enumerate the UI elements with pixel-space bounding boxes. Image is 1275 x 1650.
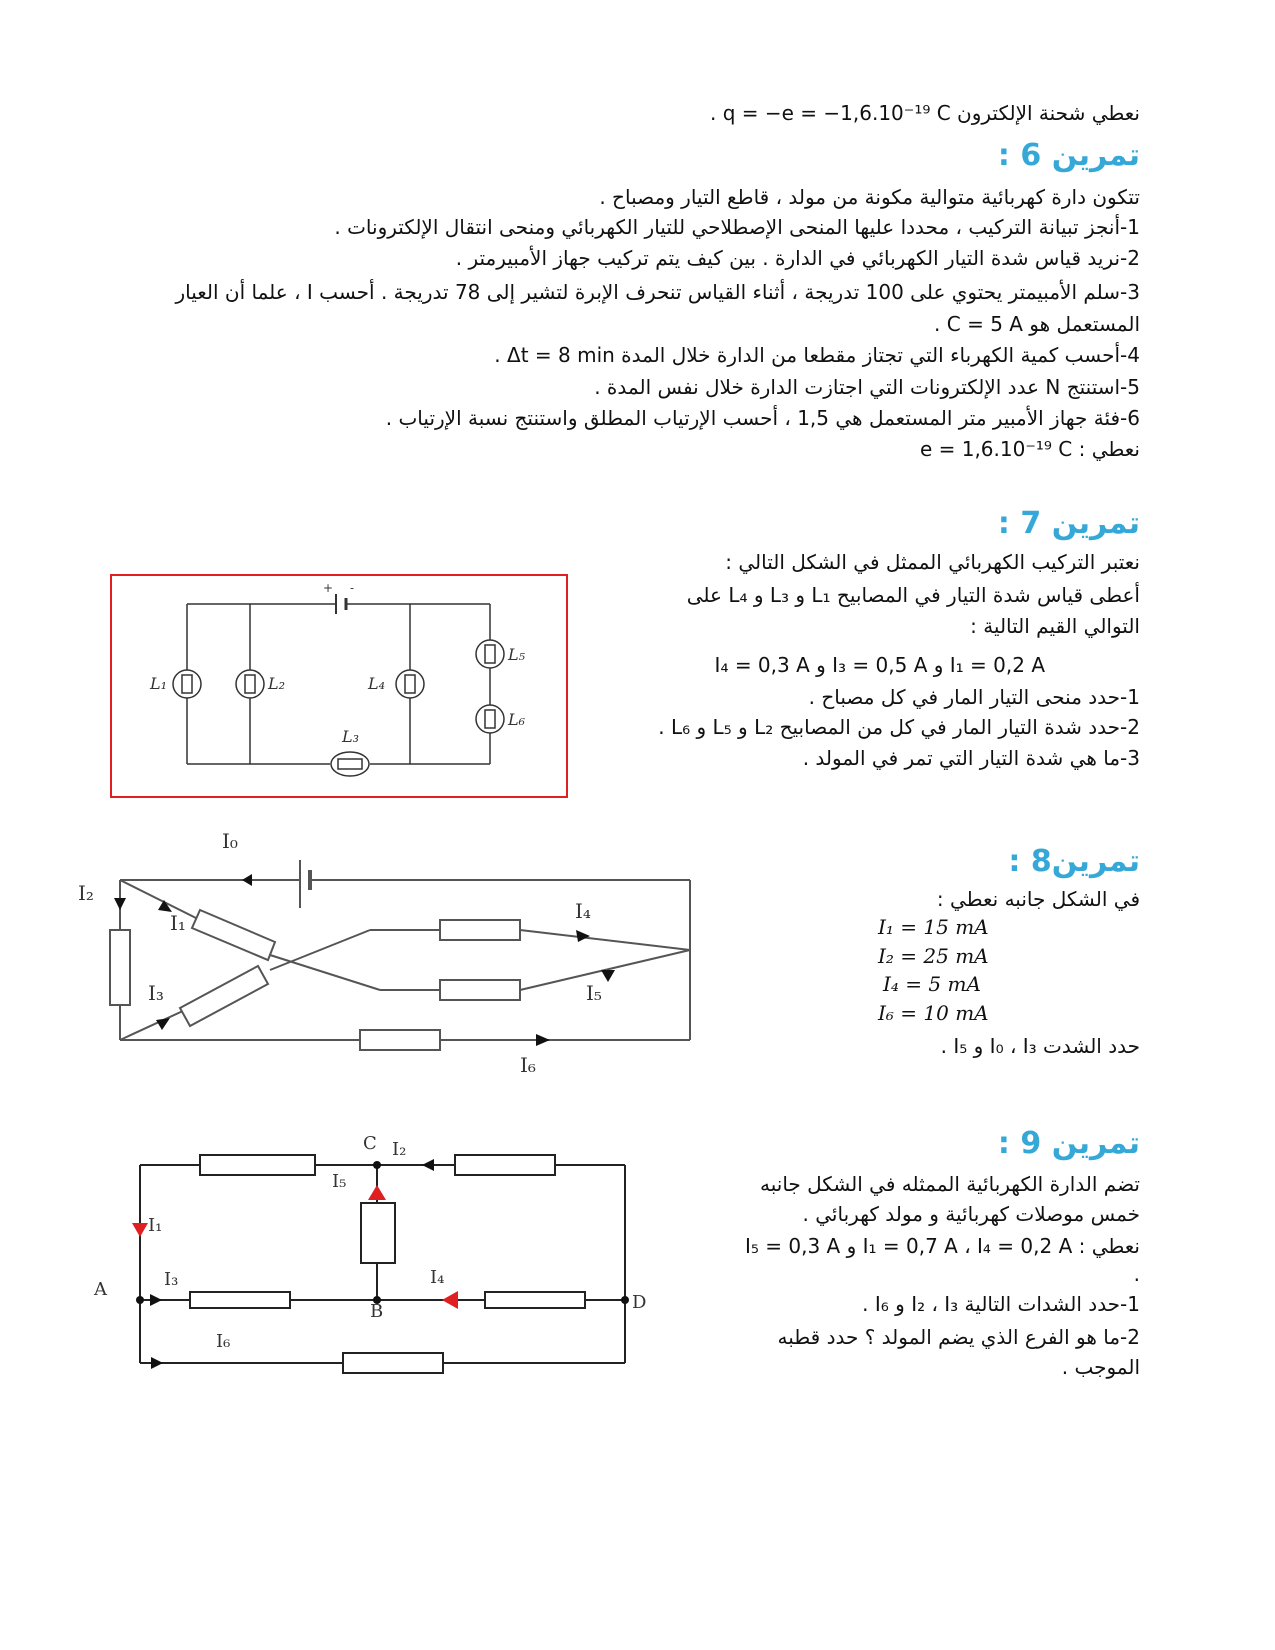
label-I6: I₆ [216, 1331, 231, 1352]
ex9-line-0: تضم الدارة الكهربائية الممثله في الشكل جانبه [760, 1172, 1140, 1196]
ex7-line-6: 3-ما هي شدة التيار التي تمر في المولد . [802, 746, 1140, 770]
ex7-line-1: أعطى قياس شدة التيار في المصابيح L₁ و L₃ و L₄ على [686, 583, 1140, 607]
label-I5: I₅ [332, 1171, 347, 1192]
ex9-line-5: 2-ما هو الفرع الذي يضم المولد ؟ حدد قطبه [777, 1325, 1140, 1349]
ex9-line-6: الموجب . [1061, 1355, 1140, 1379]
ex7-line-2: التوالي القيم التالية : [970, 614, 1140, 638]
ex7-line-5: 2-حدد شدة التيار المار في كل من المصابيح L₂ و L₅ و L₆ . [658, 715, 1140, 739]
ex8-value-2: I₄ = 5 mA [883, 972, 981, 996]
ex8-circuit-figure [70, 830, 710, 1080]
exercise-7-title: تمرين 7 : [997, 506, 1140, 541]
label-I4: I₄ [430, 1267, 445, 1288]
label-I5: I₅ [586, 981, 602, 1005]
exercise-9-title: تمرين 9 : [997, 1126, 1140, 1161]
ex9-line-2: نعطي : I₁ = 0,7 A ، I₄ = 0,2 A و I₅ = 0,3 A [745, 1234, 1140, 1258]
label-I3: I₃ [164, 1269, 179, 1290]
label-C: C [363, 1133, 377, 1154]
ex9-line-4: 1-حدد الشدات التالية I₂ ، I₃ و I₆ . [862, 1292, 1140, 1316]
label-D: D [632, 1292, 647, 1313]
ex6-line-0: تتكون دارة كهربائية متوالية مكونة من مولد ، قاطع التيار ومصباح . [599, 185, 1140, 209]
svg-text:-: - [350, 581, 355, 595]
label-I4: I₄ [575, 899, 591, 923]
label-B: B [370, 1301, 384, 1322]
label-I6: I₆ [520, 1053, 536, 1077]
ex8-question: حدد الشدت I₀ ، I₃ و I₅ . [940, 1034, 1140, 1058]
ex6-line-3: 3-سلم الأمبيمتر يحتوي على 100 تدريجة ، أثناء القياس تنحرف الإبرة لتشير إلى 78 تدريجة . أحسب I ، علما أن العيار [175, 280, 1140, 304]
ex6-line-4: المستعمل هو C = 5 A . [934, 312, 1140, 336]
exercise-8-title: تمرين8 : [1008, 844, 1140, 879]
label-A: A [94, 1279, 107, 1300]
ex8-intro: في الشكل جانبه نعطي : [936, 887, 1140, 911]
ex8-value-1: I₂ = 25 mA [878, 944, 989, 968]
label-I2: I₂ [78, 881, 94, 905]
ex6-line-6: 5-استنتج N عدد الإلكترونات التي اجتازت الدارة خلال نفس المدة . [594, 375, 1140, 399]
ex7-line-0: نعتبر التركيب الكهربائي الممثل في الشكل التالي : [725, 550, 1140, 574]
ex9-line-1: خمس موصلات كهربائية و مولد كهربائي . [802, 1202, 1140, 1226]
ex8-value-0: I₁ = 15 mA [878, 915, 989, 939]
ex7-circuit-figure [110, 574, 570, 802]
ex6-line-2: 2-نريد قياس شدة التيار الكهربائي في الدارة . بين كيف يتم تركيب جهاز الأمبيرمتر . [455, 246, 1140, 270]
ex6-line-5: 4-أحسب كمية الكهرباء التي تجتاز مقطعا من الدارة خلال المدة Δt = 8 min . [494, 343, 1140, 367]
label-I1: I₁ [170, 911, 186, 935]
ex6-line-1: 1-أنجز تبيانة التركيب ، محددا عليها المنحى الإصطلاحي للتيار الكهربائي ومنحى انتقال الإلكترونات . [334, 215, 1140, 239]
ex7-line-4: 1-حدد منحى التيار المار في كل مصباح . [808, 685, 1140, 709]
label-L3: L₃ [342, 727, 360, 746]
label-I2: I₂ [392, 1139, 407, 1160]
label-L4: L₄ [368, 674, 386, 693]
ex8-value-3: I₆ = 10 mA [878, 1001, 989, 1025]
ex9-line-3: . [1133, 1262, 1140, 1286]
label-L5: L₅ [508, 645, 526, 664]
label-I1: I₁ [148, 1215, 163, 1236]
label-L2: L₂ [268, 674, 286, 693]
ex6-line-8: نعطي : e = 1,6.10⁻¹⁹ C [919, 437, 1140, 461]
label-I3: I₃ [148, 981, 164, 1005]
exercise-6-title: تمرين 6 : [997, 138, 1140, 173]
intro-line: نعطي شحنة الإلكترون q = −e = −1,6.10⁻¹⁹ C . [709, 101, 1140, 125]
ex6-line-7: 6-فئة جهاز الأمبير متر المستعمل هي 1,5 ، أحسب الإرتياب المطلق واستنتج نسبة الإرتياب . [385, 406, 1140, 430]
ex7-line-3: I₁ = 0,2 A و I₃ = 0,5 A و I₄ = 0,3 A [714, 653, 1045, 677]
label-L6: L₆ [508, 710, 526, 729]
svg-text:+: + [323, 581, 334, 595]
ex9-circuit-figure [80, 1125, 680, 1390]
label-I0: I₀ [222, 830, 238, 853]
label-L1: L₁ [150, 674, 168, 693]
